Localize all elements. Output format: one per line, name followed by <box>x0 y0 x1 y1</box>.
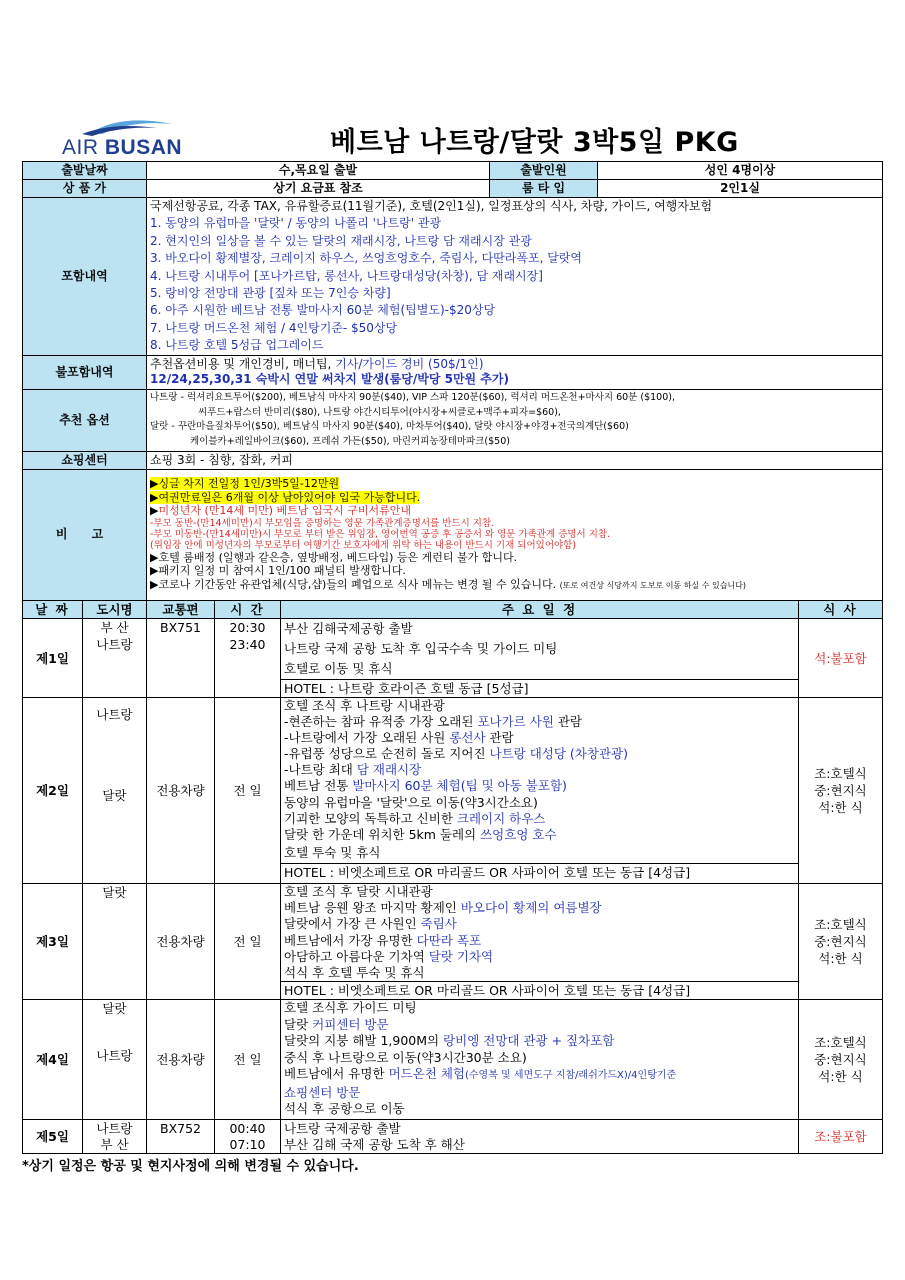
schedule-line: -현존하는 참파 유적중 가장 오래된 포나가르 사원 관람 <box>284 714 582 730</box>
footnote: *상기 일정은 항공 및 현지사정에 의해 변경될 수 있습니다. <box>22 1159 359 1174</box>
city-name: 나트랑 <box>96 1120 133 1136</box>
meal-dinner: 석:한 식 <box>818 951 863 967</box>
schedule-line: 석식 후 호텔 투숙 및 휴식 <box>284 965 425 981</box>
itinerary-row-day2 <box>23 698 883 884</box>
option-line: 케이블카+레일바이크($60), 프레쉬 가든($50), 마린커피농장테마파크($50) <box>190 435 510 447</box>
include-label: 포함내역 <box>23 198 147 356</box>
schedule-cell <box>281 698 799 884</box>
option-line: 달랏 - 꾸란마을짚차투어($50), 베트남식 마사지 90분($40), 마차투어($40), 달랏 야시장+야경+전국의계단($60) <box>150 421 629 433</box>
schedule-line: 달랏에서 가장 큰 사원인 죽림사 <box>284 916 457 932</box>
schedule-cell <box>281 1120 799 1154</box>
meal-dinner: 석:한 식 <box>818 1069 863 1085</box>
itinerary-row-day3 <box>23 884 883 1000</box>
time-value: 00:40 <box>229 1120 266 1136</box>
minor-unaccompanied-note: -부모 미동반-(만14세미만)시 부모로 부터 받은 위임장, 영어번역 공증 후 공증서 와 영문 가족관계 증명서 지참. <box>150 528 611 540</box>
meal-dinner: 석:한 식 <box>818 800 863 815</box>
schedule-line: 중식 후 나트랑으로 이동(약3시간30분 소요) <box>284 1049 527 1065</box>
schedule-line: 달랏 한 가운데 위치한 5km 둘레의 쓰엉흐엉 호수 <box>284 826 557 842</box>
meal-lunch: 중:현지식 <box>814 934 867 950</box>
schedule-line: 부산 김해국제공항 출발 <box>284 621 413 636</box>
itinerary-row-day5 <box>23 1120 883 1154</box>
option-line: 나트랑 - 럭셔리요트투어($200), 베트남식 마사지 90분($40), VIP 스파 120분($60), 럭셔리 머드온천+마사지 60분 ($100), <box>150 392 675 404</box>
penalty-note: ▶패키지 일정 미 참여시 1인/100 패널티 발생합니다. <box>150 564 406 578</box>
include-line: 3. 바오다이 황제별장, 크레이지 하우스, 쓰엉흐엉호수, 죽림사, 다딴라폭포, 달랏역 <box>150 251 582 266</box>
schedule-cell <box>281 619 799 698</box>
time-value: 23:40 <box>229 637 266 652</box>
waterfall-highlight: 다딴라 폭포 <box>416 932 482 948</box>
schedule-line: 부산 김해 국제 공항 도착 후 해산 <box>284 1136 465 1152</box>
covid-note: ▶코로나 기간동안 유관업체(식당,샵)들의 폐업으로 식사 메뉴는 변경 될 수 있습니다. <box>150 577 557 591</box>
time-cell: 전 일 <box>215 1000 281 1120</box>
schedule-line: 쇼핑센터 방문 <box>284 1084 361 1100</box>
room-value: 2인1실 <box>598 180 883 198</box>
city-cell <box>83 1000 147 1120</box>
day-label: 제1일 <box>23 619 83 698</box>
col-city: 도시명 <box>83 601 147 619</box>
exclude-text: 추천옵션비용 및 개인경비, 매너팁, <box>150 357 332 372</box>
include-line: 국제선항공료, 각종 TAX, 유류할증료(11월기준), 호텔(2인1실), 일정표상의 식사, 차량, 가이드, 여행자보험 <box>150 199 713 213</box>
schedule-line: -유럽풍 성당으로 순전히 돌로 지어진 나트랑 대성당 (차창관광) <box>284 746 628 762</box>
schedule-line: 호텔 조식 후 달랏 시내관광 <box>284 884 433 899</box>
schedule-line: 달랏의 지붕 해발 1,900M의 랑비엥 전망대 관광 + 짚차포함 <box>284 1033 615 1049</box>
massage-highlight: 발마사지 60분 체험(팁 및 아동 불포함) <box>352 778 567 794</box>
include-line: 8. 나트랑 호텔 5성급 업그레이드 <box>150 338 324 353</box>
time-cell: 전 일 <box>215 884 281 1000</box>
itinerary-table <box>22 600 883 1154</box>
meal-cell: 조:불포함 <box>799 1120 883 1154</box>
city-name: 달랏 <box>102 788 127 803</box>
include-line: 4. 나트랑 시내투어 [포나가르탑, 롱선사, 나트랑대성당(차창), 담 재래시장] <box>150 268 543 283</box>
options-label: 추천 옵션 <box>23 389 147 451</box>
meal-breakfast: 조:호텔식 <box>814 1035 867 1051</box>
mud-bath-note: (수영복 및 세면도구 지참/래쉬가드X)/4인탕기준 <box>465 1070 677 1082</box>
year-end-surcharge: 12/24,25,30,31 숙박시 연말 써차지 발생(룸당/박당 5만원 추가) <box>150 372 509 387</box>
day-label: 제3일 <box>23 884 83 1000</box>
city-name: 달랏 <box>102 1001 127 1017</box>
station-highlight: 달랏 기차역 <box>428 948 494 964</box>
schedule-line: 동양의 유럽마을 '달랏'으로 이동(약3시간소요) <box>284 794 538 810</box>
schedule-line: 호텔 투숙 및 휴식 <box>284 844 381 860</box>
hotel-line: HOTEL : 비엣소페트로 OR 마리골드 OR 사파이어 호텔 또는 동급 [4성급] <box>281 863 798 881</box>
col-meal: 식 사 <box>799 601 883 619</box>
passport-note: ▶여권만료일은 6개월 이상 남아있어야 입국 가능합니다. <box>150 490 421 504</box>
day-label: 제2일 <box>23 698 83 884</box>
crazy-house-highlight: 크레이지 하우스 <box>456 810 546 826</box>
info-table <box>22 161 883 601</box>
notes-list <box>147 469 883 600</box>
schedule-line: 호텔로 이동 및 휴식 <box>284 661 393 676</box>
transport-cell: 전용차량 <box>147 1000 215 1120</box>
meal-cell <box>799 884 883 1000</box>
schedule-cell <box>281 1000 799 1120</box>
schedule-line: 호텔 조식 후 나트랑 시내관광 <box>284 698 445 713</box>
departure-label: 출발날짜 <box>23 162 147 180</box>
city-cell <box>83 1120 147 1154</box>
schedule-line: 호텔 조식후 가이드 미팅 <box>284 1000 417 1016</box>
exclude-label: 불포함내역 <box>23 355 147 389</box>
schedule-line: 베트남에서 유명한 머드온천 체험(수영복 및 세면도구 지참/래쉬가드X)/4인탕기준 <box>284 1066 677 1082</box>
price-value: 상기 요금표 참조 <box>147 180 490 198</box>
city-name: 나트랑 <box>96 707 133 722</box>
minor-note: 미성년자 (만14세 미만) 베트남 입국시 구비서류안내 <box>158 504 412 518</box>
include-line: 1. 동양의 유럽마을 '달랏' / 동양의 나폴리 '나트랑' 관광 <box>150 216 442 231</box>
schedule-line: 베트남에서 가장 유명한 다딴라 폭포 <box>284 932 482 948</box>
meal-cell: 석:불포함 <box>799 619 883 698</box>
cathedral-highlight: 나트랑 대성당 (차창관광) <box>489 746 628 762</box>
minor-accompanied-note: -부모 동반-(만14세미만)시 부모임을 증명하는 영문 가족관계증명서를 반드시 지참. <box>150 517 495 529</box>
power-of-attorney-note: (위임장 안에 미성년자의 부모로부터 여행기간 보호자에게 위탁 하는 내용이 반드시 기재 되어있어야함) <box>150 539 577 551</box>
po-nagar-highlight: 포나가르 사원 <box>477 714 554 730</box>
people-label: 출발인원 <box>490 162 598 180</box>
schedule-cell <box>281 884 799 1000</box>
dam-market-highlight: 담 재래시장 <box>356 762 422 778</box>
single-charge-note: ▶싱글 차지 전일정 1인/3박5일-12만원 <box>150 477 340 491</box>
time-cell: 전 일 <box>215 698 281 884</box>
mud-bath-highlight: 머드온천 체험 <box>388 1066 465 1082</box>
schedule-line: -나트랑에서 가장 오래된 사원 롱선사 관람 <box>284 730 514 746</box>
col-time: 시 간 <box>215 601 281 619</box>
shopping-label: 쇼핑센터 <box>23 451 147 469</box>
schedule-line: 아담하고 아름다운 기차역 달랏 기차역 <box>284 948 494 964</box>
meal-cell <box>799 1000 883 1120</box>
arrow-icon: ▶ <box>150 504 159 518</box>
itinerary-row-day1 <box>23 619 883 698</box>
schedule-line: 나트랑 국제 공항 도착 후 입국수속 및 가이드 미팅 <box>284 641 558 656</box>
itinerary-row-day4 <box>23 1000 883 1120</box>
include-line: 2. 현지인의 일상을 볼 수 있는 달랏의 재래시장, 나트랑 담 재래시장 관광 <box>150 233 532 248</box>
schedule-line: 나트랑 국제공항 출발 <box>284 1120 401 1136</box>
include-line: 6. 아주 시원한 베트남 전통 발마사지 60분 체험(팁별도)-$20상당 <box>150 303 496 318</box>
time-value: 20:30 <box>229 620 266 635</box>
notes-label: 비 고 <box>23 469 147 600</box>
lake-highlight: 쓰엉흐엉 호수 <box>480 826 557 842</box>
transport-cell: 전용차량 <box>147 884 215 1000</box>
city-name: 나트랑 <box>96 637 133 652</box>
col-date: 날 짜 <box>23 601 83 619</box>
long-son-highlight: 롱선사 <box>449 730 486 746</box>
meal-cell <box>799 698 883 884</box>
city-name: 나트랑 <box>96 1048 133 1064</box>
city-cell <box>83 619 147 698</box>
schedule-line: 석식 후 공항으로 이동 <box>284 1101 405 1117</box>
city-cell: 달랏 <box>83 884 147 1000</box>
meal-lunch: 중:현지식 <box>814 783 867 798</box>
people-value: 성인 4명이상 <box>598 162 883 180</box>
city-cell <box>83 698 147 884</box>
schedule-line: 베트남 전통 발마사지 60분 체험(팁 및 아동 불포함) <box>284 778 567 794</box>
meal-lunch: 중:현지식 <box>814 1052 867 1068</box>
logo-swoosh-icon <box>62 116 182 138</box>
schedule-line: -나트랑 최대 담 재래시장 <box>284 762 422 778</box>
shopping-value: 쇼핑 3회 - 침향, 잡화, 커피 <box>147 451 883 469</box>
time-value: 07:10 <box>229 1136 266 1152</box>
include-list <box>147 198 883 356</box>
price-label: 상 품 가 <box>23 180 147 198</box>
logo-text <box>62 136 182 160</box>
coffee-center-highlight: 커피센터 방문 <box>312 1016 389 1032</box>
room-label: 룸 타 입 <box>490 180 598 198</box>
exclude-list <box>147 355 883 389</box>
city-name: 부 산 <box>100 1136 129 1152</box>
summer-palace-highlight: 바오다이 황제의 여름별장 <box>460 900 602 916</box>
transport-cell: BX752 <box>147 1120 215 1154</box>
time-cell <box>215 1120 281 1154</box>
city-name: 부 산 <box>100 620 129 635</box>
day-label: 제4일 <box>23 1000 83 1120</box>
transport-cell: BX751 <box>147 619 215 698</box>
col-schedule: 주 요 일 정 <box>281 601 799 619</box>
room-assignment-note: ▶호텔 룸배정 (일행과 같은층, 옆방배정, 베드타입) 등은 게런티 불가 합니다. <box>150 550 518 564</box>
col-transport: 교통편 <box>147 601 215 619</box>
day-label: 제5일 <box>23 1120 83 1154</box>
logo-prefix: AIR <box>62 136 99 159</box>
schedule-line: 기괴한 모양의 독특하고 신비한 크레이지 하우스 <box>284 810 546 826</box>
hotel-line: HOTEL : 나트랑 호라이즌 호텔 동급 [5성급] <box>281 679 798 697</box>
time-cell <box>215 619 281 698</box>
page-title: 베트남 나트랑/달랏 3박5일 PKG <box>330 127 739 158</box>
air-busan-logo <box>62 120 182 160</box>
departure-value: 수,목요일 출발 <box>147 162 490 180</box>
option-line: 씨푸드+랍스터 반미리($80), 나트랑 야간시티투어(야시장+씨클로+맥주+피자=$60), <box>198 406 561 418</box>
truc-lam-highlight: 죽림사 <box>420 916 457 932</box>
transport-cell: 전용차량 <box>147 698 215 884</box>
langbiang-highlight: 랑비엥 전망대 관광 + 짚차포함 <box>443 1033 615 1049</box>
meal-breakfast: 조:호텔식 <box>814 766 867 781</box>
meal-breakfast: 조:호텔식 <box>814 917 867 933</box>
logo-brand: BUSAN <box>104 136 183 159</box>
covid-note-small: (또로 여건상 식당까지 도보로 이동 하실 수 있습니다) <box>559 580 747 590</box>
schedule-line: 달랏 커피센터 방문 <box>284 1016 389 1032</box>
hotel-line: HOTEL : 비엣소페트로 OR 마리골드 OR 사파이어 호텔 또는 동급 [4성급] <box>281 981 798 999</box>
include-line: 5. 랑비앙 전망대 관광 [짚차 또는 7인승 차량] <box>150 286 391 301</box>
options-list <box>147 389 883 451</box>
include-line: 7. 나트랑 머드온천 체험 / 4인탕기준- $50상당 <box>150 320 398 335</box>
guide-fee-text: 기사/가이드 경비 (50$/1인) <box>335 357 484 372</box>
schedule-line: 베트남 응웬 왕조 마지막 황제인 바오다이 황제의 여름별장 <box>284 900 602 916</box>
